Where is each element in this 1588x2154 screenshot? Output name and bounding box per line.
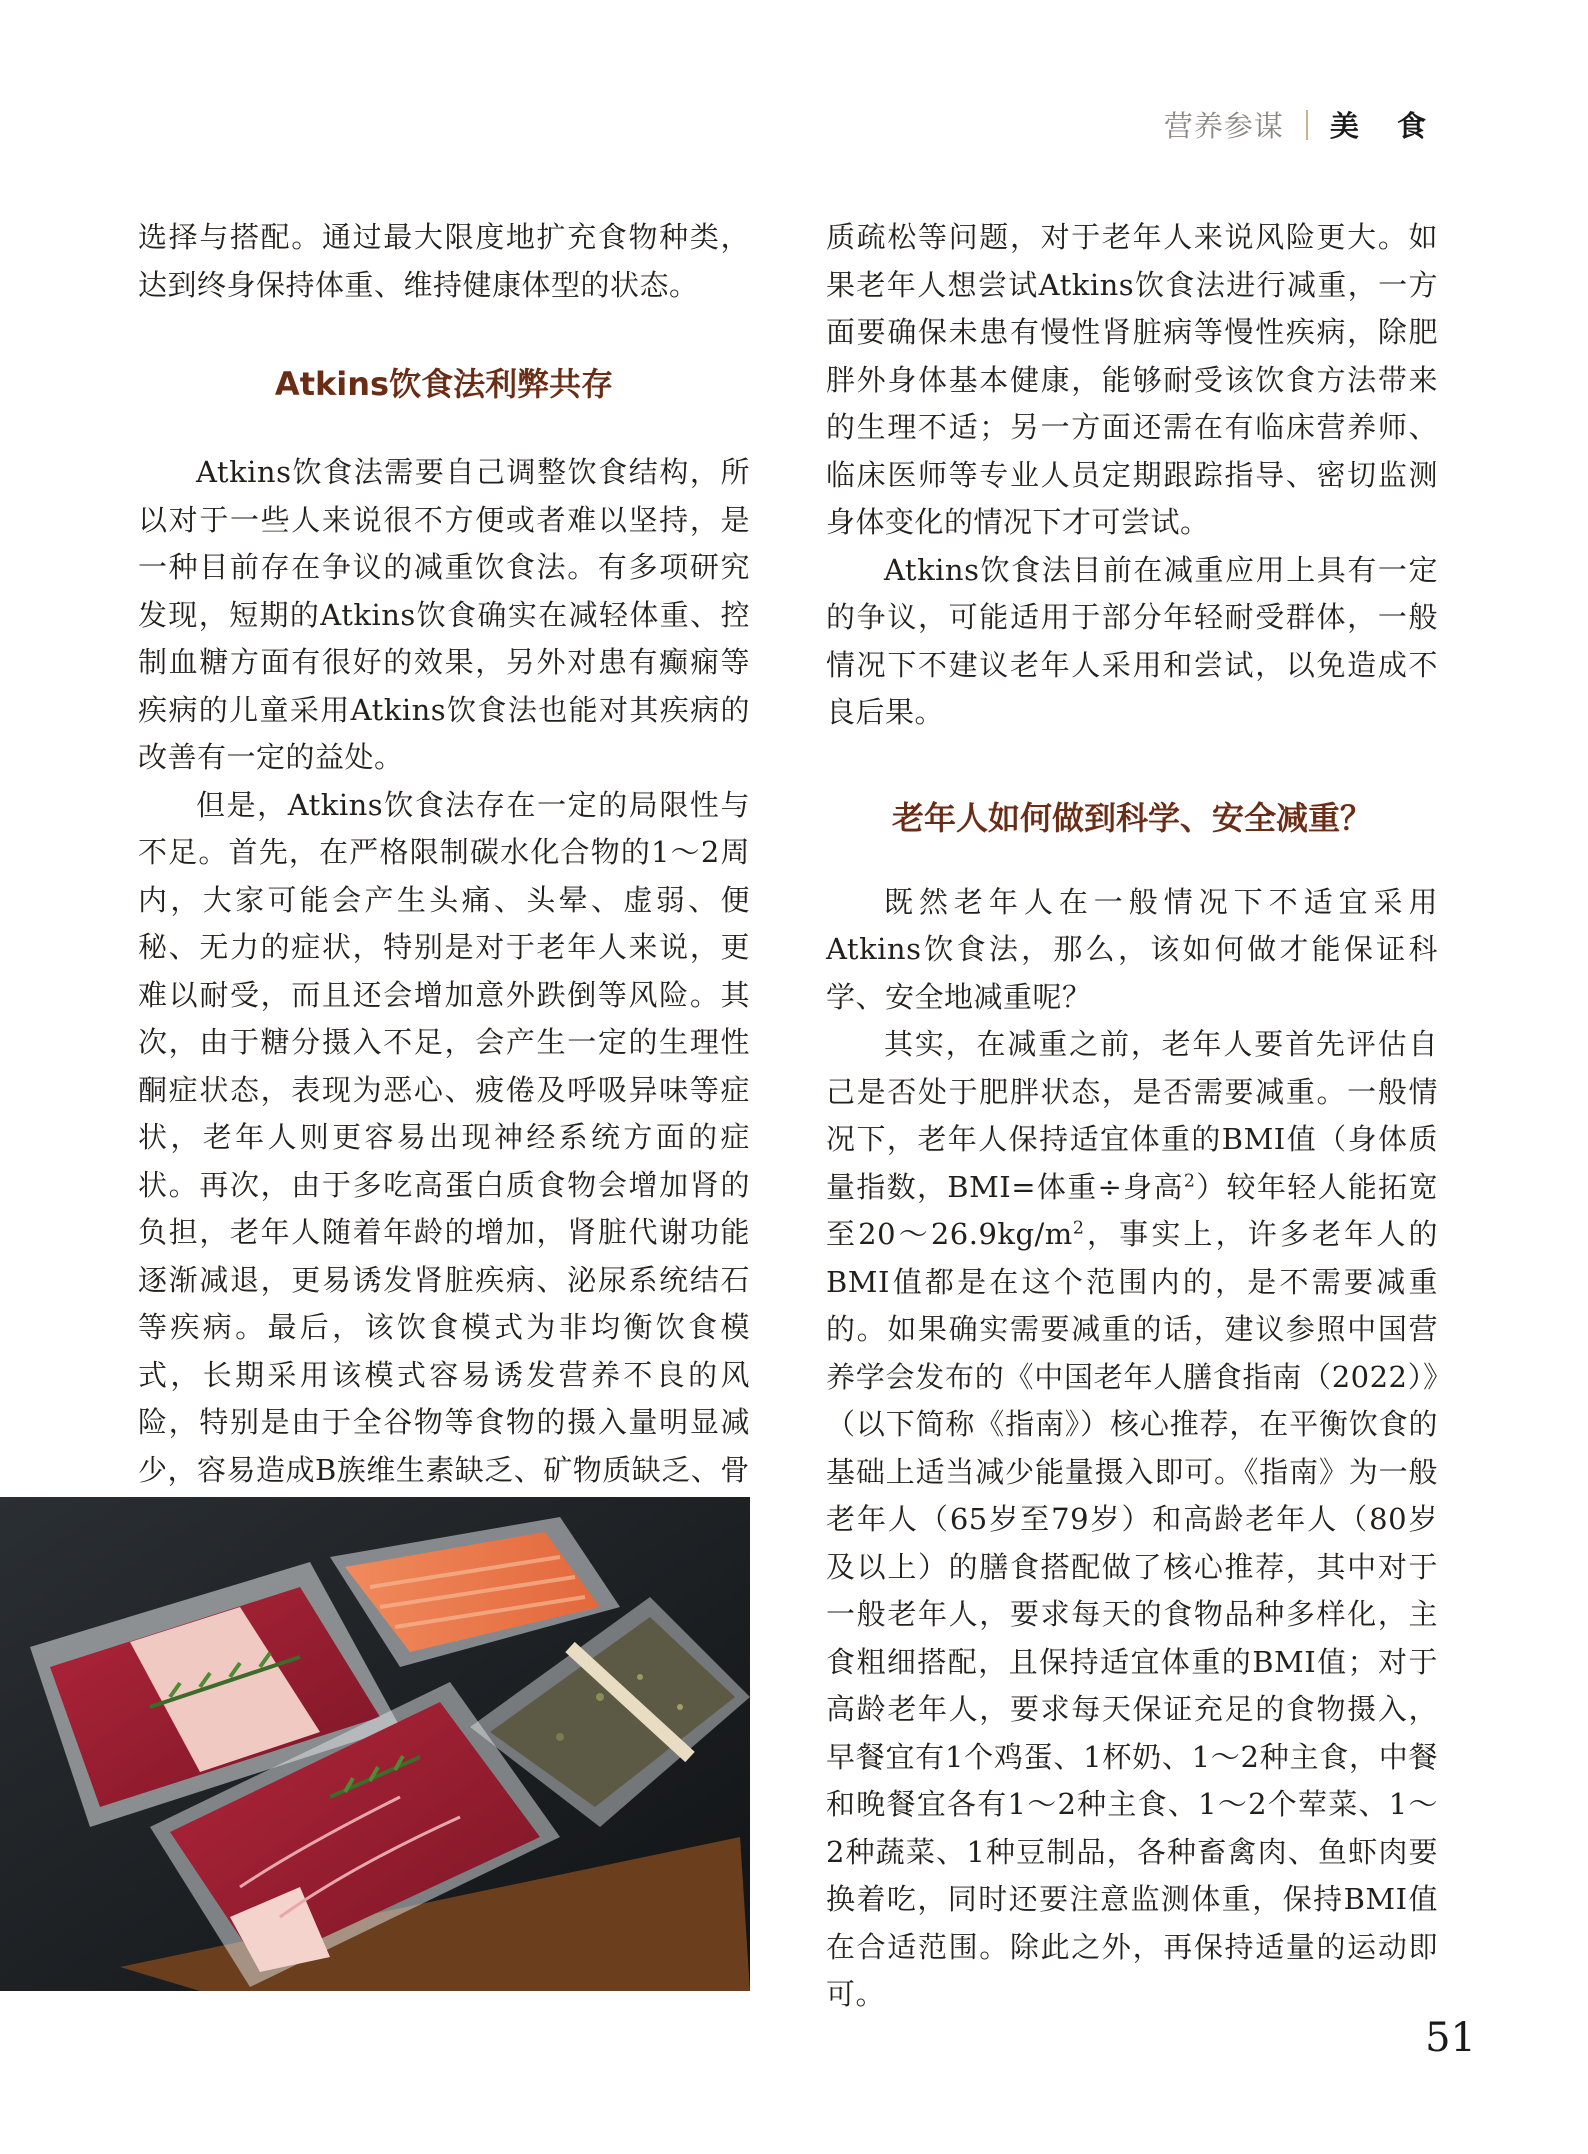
section-heading-elderly: 老年人如何做到科学、安全减重？ <box>891 798 1372 837</box>
left-paragraph-2: 但是，Atkins饮食法存在一定的局限性与不足。首先，在严格限制碳水化合物的1～2周内，大家可能会产生头痛、头晕、虚弱、便秘、无力的症状，特别是对于老年人来说，更难以耐受，而且还会增加意外跌倒等风险。其次，由于糖分摄入不足，会产生一定的生理性酮症状态，表现为恶心、疲倦及呼吸异味等症状，老年人则更容易出现神经系统方面的症状。再次，由于多吃高蛋白质食物会增加肾的负担，老年人随着年龄的增加，肾脏代谢功能逐渐减退，更易诱发肾脏疾病、泌尿系统结石等疾病。最后，该饮食模式为非均衡饮食模式，长期采用该模式容易诱发营养不良的风险，特别是由于全谷物等食物的摄入量明显减少，容易造成B族维生素缺乏、矿物质缺乏、骨 <box>138 787 750 1487</box>
right-paragraph-1: 质疏松等问题，对于老年人来说风险更大。如果老年人想尝试Atkins饮食法进行减重，一方面要确保未患有慢性肾脏病等慢性疾病，除肥胖外身体基本健康，能够耐受该饮食方法带来的生理不适；另一方面还需在有临床营养师、临床医师等专业人员定期跟踪指导、密切监测身体变化的情况下才可尝试。 <box>826 220 1438 539</box>
header-divider <box>1306 110 1308 140</box>
left-intro-paragraph: 选择与搭配。通过最大限度地扩充食物种类，达到终身保持体重、维持健康体型的状态。 <box>138 220 750 302</box>
superscript-2: 2 <box>1183 1170 1196 1191</box>
header-section: 营养参谋 <box>1163 109 1284 143</box>
food-photo <box>0 1497 750 1991</box>
left-column <box>138 214 750 1494</box>
right-column <box>826 214 1438 2019</box>
superscript-2: 2 <box>1072 1218 1085 1239</box>
right-paragraph-4 <box>826 1021 1438 2019</box>
left-paragraph-1: Atkins饮食法需要自己调整饮食结构，所以对于一些人来说很不方便或者难以坚持，是一种目前存在争议的减重饮食法。有多项研究发现，短期的Atkins饮食确实在减轻体重、控制血糖方面有很好的效果，另外对患有癫痫等疾病的儿童采用Atkins饮食法也能对其疾病的改善有一定的益处。 <box>138 455 750 774</box>
bmi-text-part-3: ，事实上，许多老年人的BMI值都是在这个范围内的，是不需要减重的。如果确实需要减重的话，建议参照中国营养学会发布的《中国老年人膳食指南（2022）》（以下简称《指南》）核心推荐，在平衡饮食的基础上适当减少能量摄入即可。《指南》为一般老年人（65岁至79岁）和高龄老年人（80岁及以上）的膳食搭配做了核心推荐，其中对于一般老年人，要求每天的食物品种多样化，主食粗细搭配，且保持适宜体重的BMI值；对于高龄老年人，要求每天保证充足的食物摄入，早餐宜有1个鸡蛋、1杯奶、1～2种主食，中餐和晚餐宜各有1～2种主食、1～2个荤菜、1～2种蔬菜、1种豆制品，各种畜禽肉、鱼虾肉要换着吃，同时还要注意监测体重，保持BMI值在合适范围。除此之外，再保持适量的运动即可。 <box>826 1217 1438 2011</box>
page-number: 51 <box>1425 2015 1476 2061</box>
section-heading-atkins: Atkins饮食法利弊共存 <box>274 365 614 403</box>
running-header <box>1164 104 1440 145</box>
bmi-text-part-1: 其实，在减重之前，老年人要首先评估自己是否处于肥胖状态，是否需要减重。一般情况下，老年人保持适宜体重的BMI值（身体质量指数，BMI=体重÷身高 <box>826 1027 1438 1204</box>
bmi-text-part-2: ）较年轻人能拓宽至20～26.9kg/m <box>826 1169 1438 1251</box>
right-paragraph-3: 既然老年人在一般情况下不适宜采用Atkins饮食法，那么，该如何做才能保证科学、安全地减重呢？ <box>826 884 1438 1014</box>
right-paragraph-2: Atkins饮食法目前在减重应用上具有一定的争议，可能适用于部分年轻耐受群体，一般情况下不建议老年人采用和尝试，以免造成不良后果。 <box>826 552 1438 729</box>
header-category: 美 食 <box>1329 109 1440 143</box>
